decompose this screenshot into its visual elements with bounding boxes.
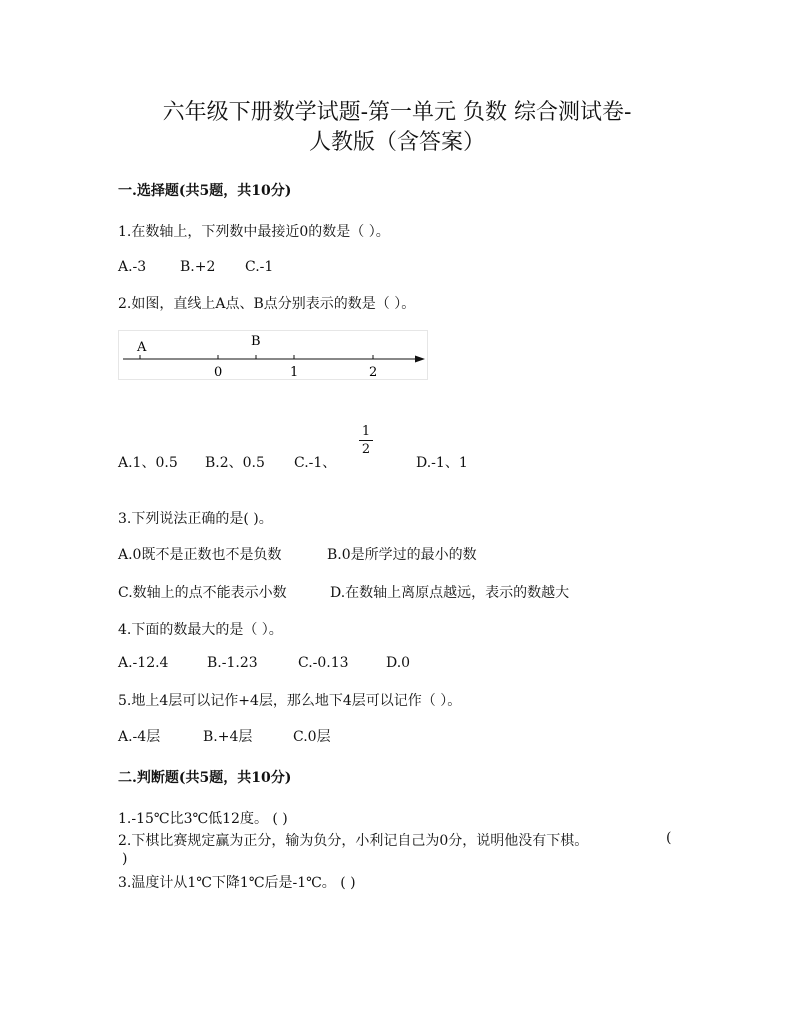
number-line-arrowhead [415, 356, 425, 363]
question-1: 1.在数轴上，下列数中最接近0的数是（ ）。 [118, 224, 390, 240]
q4-option-c: C.-0.13 [298, 655, 349, 671]
q2-option-c-fraction [359, 424, 373, 457]
q5-option-b: B.+4层 [203, 729, 253, 745]
q3-option-d: D.在数轴上离原点越远，表示的数越大 [330, 585, 570, 601]
number-line-svg [119, 331, 427, 379]
q5-option-c: C.0层 [293, 729, 331, 745]
tick-label-2: 2 [369, 365, 378, 379]
tick-label-1: 1 [290, 365, 299, 379]
judgement-item-1: 1.-15℃比3℃低12度。 ( ) [118, 811, 288, 827]
fraction-bar [359, 440, 373, 441]
label-point-b: B [251, 334, 261, 349]
judgement-item-2: 2.下棋比赛规定赢为正分，输为负分，小利记自己为0分，说明他没有下棋。 [118, 833, 589, 849]
judgement-item-2-paren-open: ( [666, 830, 672, 846]
judgement-item-2-paren-close: ) [122, 851, 128, 867]
section-heading-choice: 一.选择题(共5题，共10分) [118, 183, 292, 199]
q3-option-b: B.0是所学过的最小的数 [327, 547, 477, 563]
q3-option-c: C.数轴上的点不能表示小数 [118, 585, 287, 601]
question-3: 3.下列说法正确的是( )。 [118, 511, 273, 527]
q2-option-a: A.1、0.5 [118, 455, 178, 471]
question-4: 4.下面的数最大的是（ ）。 [118, 622, 283, 638]
tick-label-0: 0 [214, 365, 223, 379]
q4-option-d: D.0 [386, 655, 411, 671]
q1-option-c: C.-1 [245, 259, 274, 275]
fraction-numerator: 1 [361, 424, 371, 439]
page-title-line1: 六年级下册数学试题-第一单元 负数 综合测试卷- [162, 100, 632, 125]
q4-option-a: A.-12.4 [118, 655, 169, 671]
q2-option-c: C.-1、 [294, 455, 337, 471]
q5-option-a: A.-4层 [118, 729, 161, 745]
page-title-line2: 人教版（含答案） [308, 130, 485, 155]
number-line-figure [118, 330, 428, 380]
q1-option-a: A.-3 [118, 259, 147, 275]
fraction-denominator: 2 [361, 442, 371, 457]
q2-option-b: B.2、0.5 [205, 455, 265, 471]
question-2: 2.如图，直线上A点、B点分别表示的数是（ ）。 [118, 296, 416, 312]
q4-option-b: B.-1.23 [207, 655, 258, 671]
q1-option-b: B.+2 [180, 259, 216, 275]
q3-option-a: A.0既不是正数也不是负数 [118, 547, 282, 563]
question-5: 5.地上4层可以记作+4层，那么地下4层可以记作（ ）。 [118, 693, 462, 709]
q2-option-d: D.-1、1 [416, 455, 468, 471]
judgement-item-3: 3.温度计从1℃下降1℃后是-1℃。 ( ) [118, 875, 356, 891]
label-point-a: A [137, 340, 147, 355]
section-heading-judgement: 二.判断题(共5题，共10分) [118, 770, 292, 786]
